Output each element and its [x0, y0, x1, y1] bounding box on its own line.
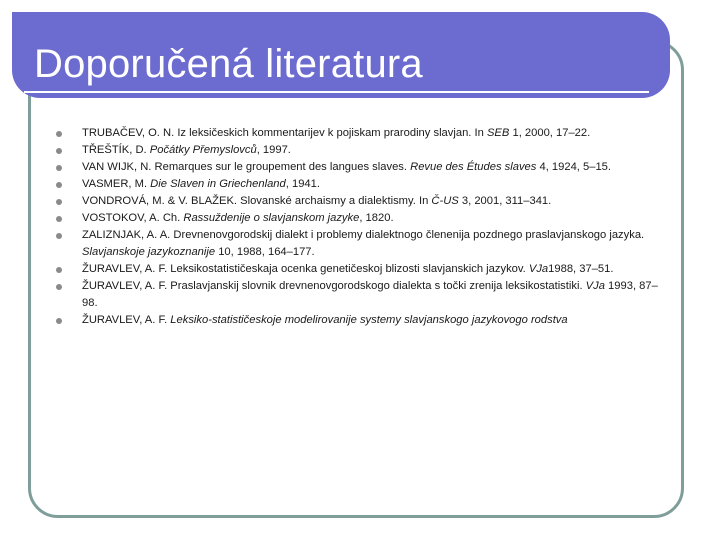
list-item [56, 176, 668, 193]
reference-details: 1, 2000, 17–22. [509, 127, 591, 139]
reference-source: Revue des Études slaves [410, 161, 537, 173]
reference-source: Leksiko-statističeskoje modelirovanije systemy slavjanskogo jazykovogo rodstva [170, 314, 568, 326]
reference-source: Č-US [431, 195, 459, 207]
list-item [56, 159, 668, 176]
reference-text: VAN WIJK, N. Remarques sur le groupement des langues slaves. [82, 161, 411, 173]
reference-source: Slavjanskoje jazykoznanije [82, 246, 216, 258]
reference-text: TŘEŠTÍK, D. [82, 144, 150, 156]
list-item [56, 278, 668, 312]
reference-source: Rassuždenije o slavjanskom jazyke [183, 212, 360, 224]
bullet-icon [56, 233, 62, 239]
reference-details: 1993, 87–98. [82, 280, 658, 309]
title-underline [24, 91, 649, 93]
list-item [56, 193, 668, 210]
reference-details: 1988, 37–51. [548, 263, 614, 275]
list-item [56, 142, 668, 159]
slide-title: Doporučená literatura [34, 42, 423, 86]
reference-list [56, 125, 668, 329]
list-item [56, 125, 668, 142]
reference-text: VOSTOKOV, A. Ch. [82, 212, 184, 224]
bullet-icon [56, 284, 62, 290]
reference-source: SEB [486, 127, 510, 139]
bullet-icon [56, 216, 62, 222]
bullet-icon [56, 165, 62, 171]
bullet-icon [56, 267, 62, 273]
reference-source: Die Slaven in Griechenland [150, 178, 286, 190]
list-item [56, 227, 668, 261]
reference-text: TRUBAČEV, O. N. Iz leksičeskich kommentarijev k pojiskam prarodiny slavjan. In [82, 127, 487, 139]
reference-details: 3, 2001, 311–341. [458, 195, 552, 207]
bullet-icon [56, 131, 62, 137]
bullet-icon [56, 199, 62, 205]
reference-text: VONDROVÁ, M. & V. BLAŽEK. Slovanské archaismy a dialektismy. In [82, 195, 432, 207]
reference-details: 10, 1988, 164–177. [215, 246, 315, 258]
reference-text: ZALIZNJAK, A. A. Drevnenovgorodskij dialekt i problemy dialektnogo členenija pozdnego praslavjanskogo jazyka. [82, 229, 645, 241]
reference-details: , 1997. [256, 144, 291, 156]
reference-details: , 1941. [285, 178, 320, 190]
title-bar [12, 12, 670, 98]
reference-source: Počátky Přemyslovců [149, 144, 257, 156]
reference-details: 4, 1924, 5–15. [536, 161, 612, 173]
reference-text: VASMER, M. [82, 178, 151, 190]
bullet-icon [56, 318, 62, 324]
bullet-icon [56, 182, 62, 188]
list-item [56, 312, 668, 329]
reference-text: ŽURAVLEV, A. F. Praslavjanskij slovnik drevnenovgorodskogo dialekta s točki zrenija leksikostatistiki. [82, 280, 586, 292]
reference-source: VJa [528, 263, 549, 275]
list-item [56, 210, 668, 227]
list-item [56, 261, 668, 278]
reference-source: VJa [585, 280, 605, 292]
reference-details: , 1820. [359, 212, 394, 224]
reference-text: ŽURAVLEV, A. F. [82, 314, 171, 326]
reference-text: ŽURAVLEV, A. F. Leksikostatističeskaja ocenka genetičeskoj blizosti slavjanskich jazykov. [82, 263, 529, 275]
bullet-icon [56, 148, 62, 154]
